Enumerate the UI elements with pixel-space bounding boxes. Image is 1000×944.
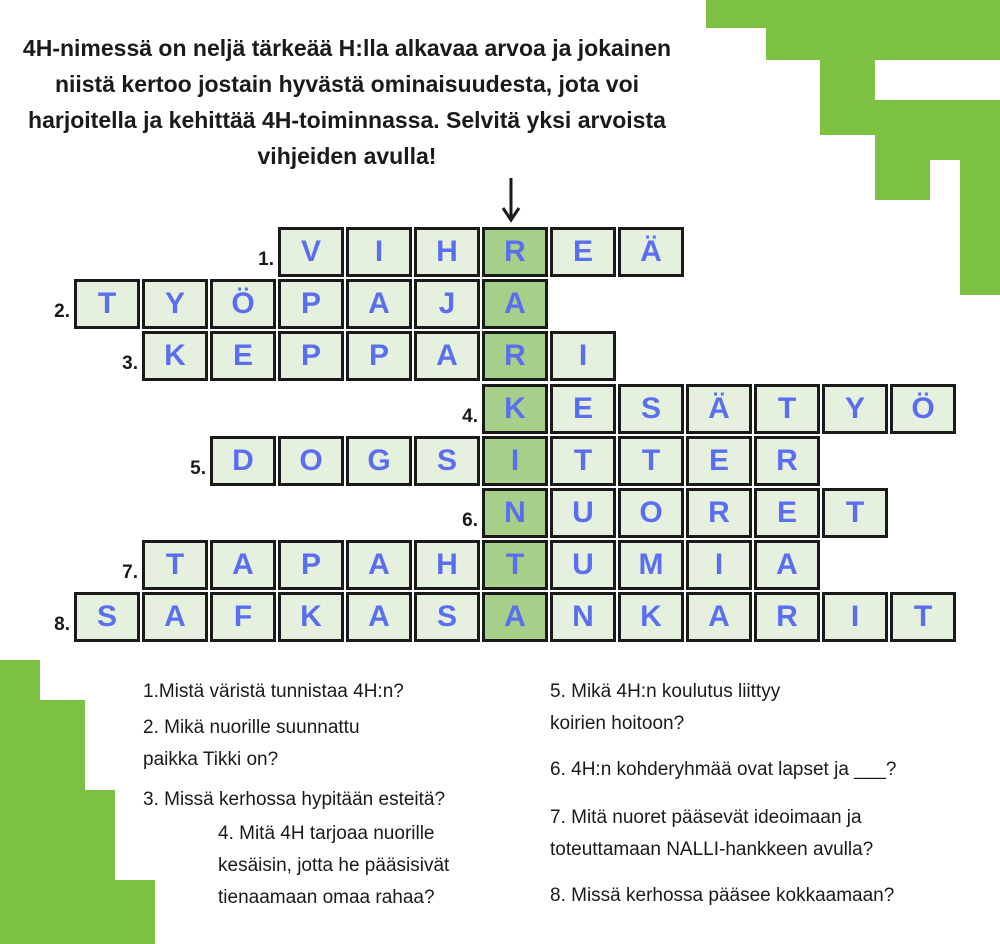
letter-cell: P	[346, 331, 412, 381]
decor-top-right	[706, 0, 1000, 28]
clue-3-line: 3. Missä kerhossa hypitään esteitä?	[143, 789, 446, 810]
decor-bottom-left	[115, 880, 155, 944]
arrow-down-icon	[500, 176, 522, 224]
letter-cell: T	[822, 488, 888, 538]
letter-cell: K	[142, 331, 208, 381]
clue-8	[550, 880, 894, 912]
decor-top-right	[766, 28, 1000, 60]
letter-cell: A	[754, 540, 820, 590]
clue-8-line: 8. Missä kerhossa pääsee kokkaamaan?	[550, 885, 895, 906]
letter-cell: A	[686, 592, 752, 642]
letter-cell: P	[278, 540, 344, 590]
letter-cell: E	[210, 331, 276, 381]
clue-number: 2.	[54, 301, 70, 323]
clue-1	[143, 676, 404, 708]
letter-cell: F	[210, 592, 276, 642]
clue-2	[143, 712, 360, 776]
letter-cell: T	[890, 592, 956, 642]
letter-cell: M	[618, 540, 684, 590]
clue-3	[143, 784, 445, 816]
letter-cell: R	[754, 592, 820, 642]
letter-cell: A	[346, 540, 412, 590]
clue-7	[550, 802, 873, 866]
letter-cell: K	[278, 592, 344, 642]
clue-4-line: kesäisin, jotta he pääsisivät	[218, 855, 450, 876]
letter-cell: D	[210, 436, 276, 486]
letter-cell: T	[618, 436, 684, 486]
decor-bottom-left	[85, 790, 115, 944]
letter-cell: T	[550, 436, 616, 486]
letter-cell: N	[550, 592, 616, 642]
letter-cell: H	[414, 227, 480, 277]
decor-top-right	[960, 160, 1000, 295]
key-letter-cell: R	[482, 331, 548, 381]
letter-cell: E	[550, 227, 616, 277]
clue-6-line: 6. 4H:n kohderyhmää ovat lapset ja ___?	[550, 759, 897, 780]
letter-cell: E	[550, 384, 616, 434]
letter-cell: Ö	[890, 384, 956, 434]
letter-cell: R	[754, 436, 820, 486]
key-letter-cell: K	[482, 384, 548, 434]
clue-7-line: 7. Mitä nuoret pääsevät ideoimaan ja	[550, 807, 862, 828]
clue-5	[550, 676, 780, 740]
letter-cell: E	[686, 436, 752, 486]
key-letter-cell: A	[482, 592, 548, 642]
clue-7-line: toteuttamaan NALLI-hankkeen avulla?	[550, 839, 874, 860]
key-letter-cell: I	[482, 436, 548, 486]
letter-cell: U	[550, 540, 616, 590]
clue-4	[218, 818, 449, 914]
decor-top-right	[820, 60, 875, 135]
letter-cell: A	[346, 592, 412, 642]
clue-4-line: 4. Mitä 4H tarjoaa nuorille	[218, 823, 435, 844]
letter-cell: P	[278, 331, 344, 381]
letter-cell: P	[278, 279, 344, 329]
letter-cell: T	[754, 384, 820, 434]
decor-top-right	[875, 160, 930, 200]
clue-number: 4.	[462, 405, 478, 427]
letter-cell: Ä	[618, 227, 684, 277]
key-letter-cell: A	[482, 279, 548, 329]
clue-5-line: koirien hoitoon?	[550, 713, 685, 734]
letter-cell: A	[210, 540, 276, 590]
letter-cell: J	[414, 279, 480, 329]
clue-4-line: tienaamaan omaa rahaa?	[218, 887, 435, 908]
letter-cell: S	[74, 592, 140, 642]
key-letter-cell: T	[482, 540, 548, 590]
letter-cell: R	[686, 488, 752, 538]
clue-number: 3.	[122, 353, 138, 375]
decor-top-right	[875, 100, 1000, 160]
decor-bottom-left	[40, 700, 85, 944]
letter-cell: Y	[142, 279, 208, 329]
decor-bottom-left	[0, 660, 40, 944]
letter-cell: K	[618, 592, 684, 642]
letter-cell: O	[618, 488, 684, 538]
clue-2-line: 2. Mikä nuorille suunnattu	[143, 717, 360, 738]
letter-cell: Ö	[210, 279, 276, 329]
clue-number: 1.	[258, 249, 274, 270]
letter-cell: E	[754, 488, 820, 538]
clue-1-line: 1.Mistä väristä tunnistaa 4H:n?	[143, 681, 404, 702]
key-letter-cell: R	[482, 227, 548, 277]
letter-cell: G	[346, 436, 412, 486]
intro-text: 4H-nimessä on neljä tärkeää H:lla alkavaa arvoa ja jokainen niistä kertoo jostain hyvästä ominaisuudesta, jota voi harjoitella ja kehittää 4H-toiminnassa. Selvitä yksi arvoista vihjeiden avulla!	[22, 35, 672, 169]
letter-cell: A	[414, 331, 480, 381]
letter-cell: U	[550, 488, 616, 538]
key-letter-cell: N	[482, 488, 548, 538]
clue-number: 7.	[122, 562, 138, 584]
letter-cell: T	[142, 540, 208, 590]
letter-cell: I	[686, 540, 752, 590]
letter-cell: I	[346, 227, 412, 277]
clue-number: 6.	[462, 510, 478, 531]
letter-cell: S	[414, 436, 480, 486]
letter-cell: T	[74, 279, 140, 329]
clue-number: 8.	[54, 614, 70, 636]
letter-cell: A	[346, 279, 412, 329]
clue-6	[550, 754, 896, 786]
letter-cell: I	[822, 592, 888, 642]
clue-2-line: paikka Tikki on?	[143, 749, 279, 770]
letter-cell: H	[414, 540, 480, 590]
letter-cell: V	[278, 227, 344, 277]
letter-cell: I	[550, 331, 616, 381]
clue-5-line: 5. Mikä 4H:n koulutus liittyy	[550, 681, 781, 702]
letter-cell: A	[142, 592, 208, 642]
letter-cell: S	[618, 384, 684, 434]
letter-cell: Ä	[686, 384, 752, 434]
letter-cell: O	[278, 436, 344, 486]
letter-cell: Y	[822, 384, 888, 434]
clue-number: 5.	[190, 457, 206, 479]
letter-cell: S	[414, 592, 480, 642]
